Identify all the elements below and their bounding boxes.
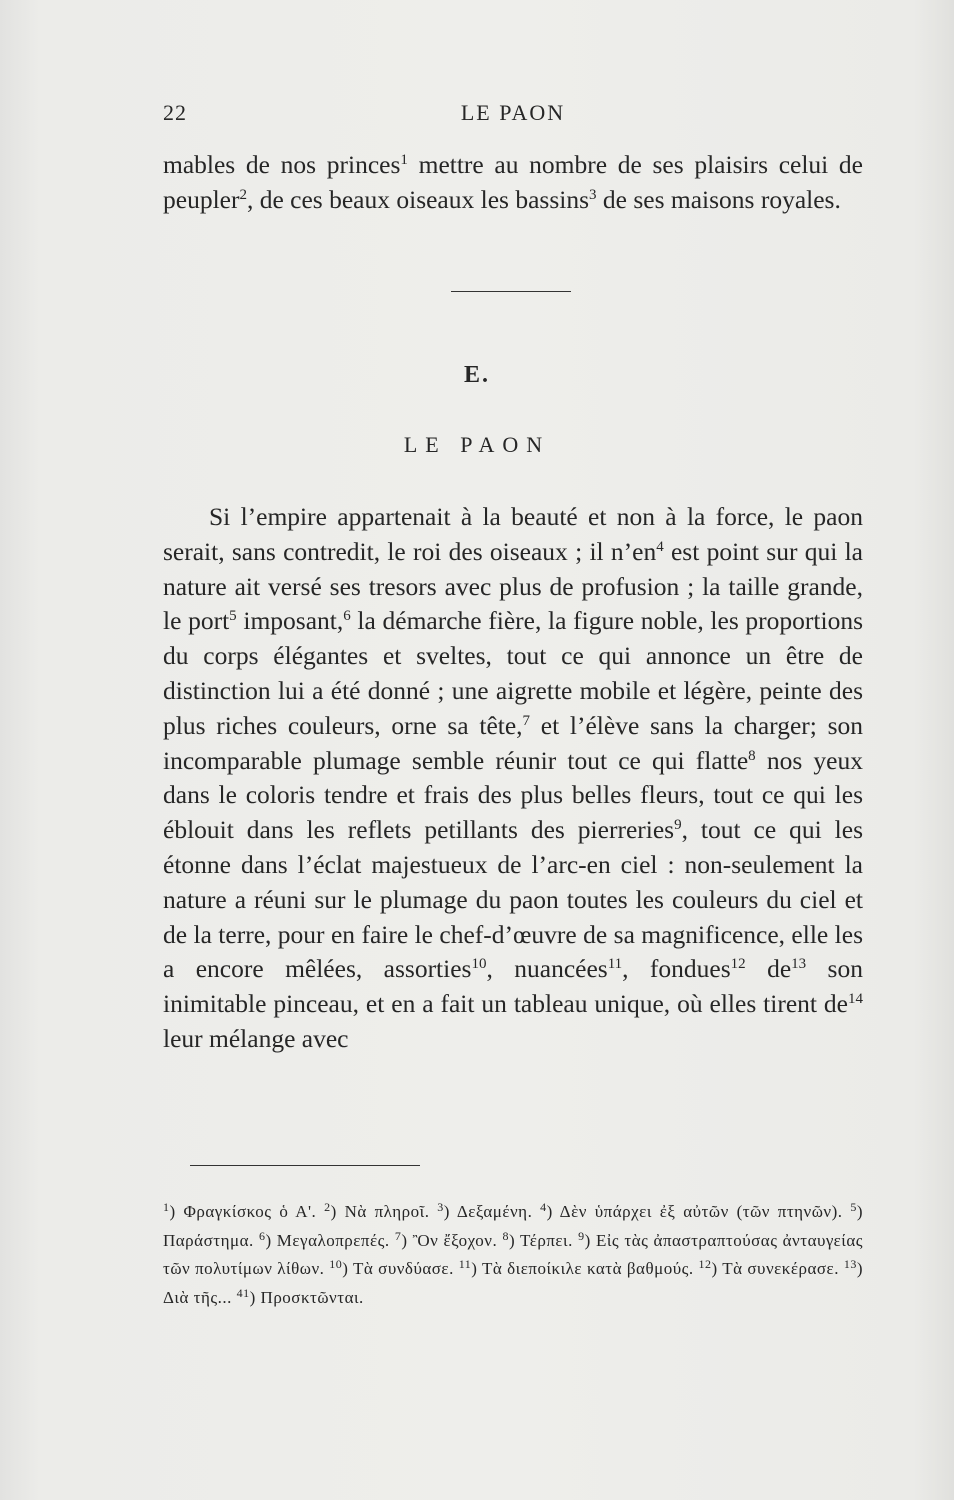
footnote-divider (190, 1165, 420, 1166)
footnote-entry: ) Τέρπει. (508, 1230, 579, 1250)
text-run: est point sur qui la nature ait versé ses tresors avec plus de profusion ; la taille grande, le port (163, 536, 863, 636)
text-run: de (745, 954, 792, 984)
footnote-number: 10 (329, 1257, 343, 1271)
text-run: , nuancées (486, 954, 608, 984)
footnote-entry: ) Διὰ τῆς... (163, 1259, 863, 1307)
footnote-text (163, 1198, 863, 1312)
footnote-ref: 4 (656, 538, 664, 555)
footnote-entry: ) Προσκτῶνται. (249, 1287, 364, 1307)
footnote-number: 41 (236, 1285, 250, 1300)
section-title: LE PAON (403, 432, 551, 457)
footnote-entry: ) Δεξαμένη. (443, 1202, 541, 1221)
intro-text (163, 148, 863, 218)
footnote-number: 13 (843, 1257, 857, 1271)
footnotes (163, 1198, 863, 1312)
footnote-entry: ) Τὰ συνεκέρασε. (711, 1259, 844, 1278)
page-header (163, 100, 863, 130)
footnote-entry: ) Παράστημα. (163, 1202, 864, 1250)
running-title: LE PAON (460, 100, 566, 125)
text-run: , tout ce qui les étonne dans l’éclat majestueux de l’arc-en ciel : non-seulement la nature a réuni sur le plumage du paon toutes les couleurs du ciel et de la terre, pour en faire le chef-d’œuvre de sa magnificence, elle les a encore mêlées, assorties (163, 815, 864, 984)
footnote-ref: 5 (229, 608, 237, 625)
footnote-number: 1 (163, 1200, 170, 1214)
footnote-ref: 14 (848, 991, 863, 1008)
text-run: de ses maisons royales. (596, 184, 841, 214)
footnote-entry: ) Ὂν ἔξοχον. (401, 1230, 503, 1250)
footnote-ref: 2 (239, 186, 247, 203)
footnote-entry: ) Φραγκίσκος ὁ Α'. (169, 1202, 325, 1221)
section-divider (451, 291, 571, 292)
footnote-ref: 13 (791, 956, 807, 973)
text-run: leur mélange avec (163, 1023, 349, 1053)
text-run: la démarche fière, la figure noble, les proportions du corps élégantes et sveltes, tout ce qui annonce un être de distinction lui a été donné ; une aigrette mobile et légère, peinte des plus riches couleurs, orne sa tête, (163, 606, 863, 740)
main-paragraph (163, 500, 863, 1057)
footnote-number: 9 (578, 1228, 585, 1243)
footnote-ref: 7 (522, 712, 531, 729)
footnote-number: 11 (458, 1257, 472, 1271)
text-run: imposant, (236, 606, 344, 636)
footnote-ref: 10 (471, 956, 487, 973)
footnote-ref: 9 (674, 817, 682, 834)
intro-paragraph (163, 148, 863, 218)
footnote-number: 5 (850, 1200, 857, 1214)
footnote-ref: 3 (589, 186, 597, 203)
main-text (163, 500, 863, 1057)
footnote-entry: ) Μεγαλοπρεπές. (265, 1230, 395, 1250)
text-run: , fondues (622, 954, 731, 984)
footnote-number: 8 (502, 1228, 509, 1243)
footnote-ref: 6 (343, 608, 351, 625)
text-run: et l’élève sans la charger; son incomparable plumage semble réunir tout ce qui flatte (163, 710, 863, 775)
footnote-entry: ) Τὰ διεποίκιλε κατὰ βαθμούς. (471, 1259, 699, 1278)
text-run: mables de nos princes (163, 150, 401, 179)
footnote-number: 7 (394, 1228, 402, 1243)
footnote-number: 6 (258, 1228, 266, 1243)
footnote-ref: 12 (730, 956, 746, 973)
footnote-ref: 11 (607, 956, 623, 973)
footnote-number: 3 (437, 1200, 444, 1214)
footnote-entry: ) Νὰ πληροῖ. (330, 1202, 438, 1221)
text-run: son inimitable pinceau, et en a fait un tableau unique, où elles tirent de (163, 954, 863, 1019)
text-run: mettre au nombre de ses plaisirs celui de peupler (163, 150, 864, 214)
text-run: , de ces beaux oiseaux les bassins (246, 184, 590, 214)
page-number: 22 (163, 100, 187, 125)
footnote-number: 2 (324, 1200, 331, 1214)
section-letter: E. (463, 362, 490, 388)
footnote-entry: ) Τὰ συνδύασε. (342, 1259, 459, 1278)
text-run: nos yeux dans le coloris tendre et frais des plus belles fleurs, tout ce qui les éblouit dans les reflets petillants des pierreries (163, 745, 863, 845)
footnote-number: 12 (698, 1257, 712, 1271)
footnote-entry: ) Δὲν ὑπάρχει ἐξ αὐτῶν (τῶν πτηνῶν). (546, 1202, 851, 1221)
footnote-number: 4 (540, 1200, 547, 1214)
footnote-entry: ) Εἰς τὰς ἀπαστραπτούσας ἀνταυγείας τῶν πολυτίμων λίθων. (163, 1230, 863, 1278)
footnote-ref: 8 (748, 747, 756, 764)
text-run: Si l’empire appartenait à la beauté et non à la force, le paon serait, sans contredit, le roi des oiseaux ; il n’en (163, 502, 863, 566)
footnote-ref: 1 (400, 152, 408, 168)
